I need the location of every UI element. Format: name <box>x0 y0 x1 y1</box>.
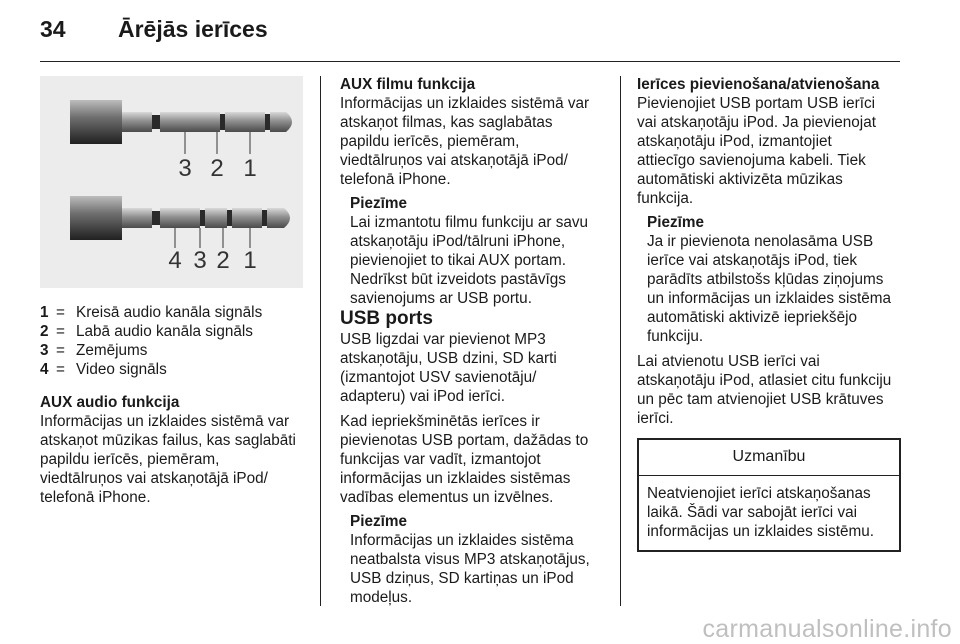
callout-bottom-1: 1 <box>243 247 257 274</box>
warning-line: Neatvienojiet ierīci atskaņošanas <box>647 485 871 502</box>
body-line: un pēc tam atvienojiet USB krātuves <box>637 391 884 408</box>
body-line: attiecīgo savienojuma kabeli. Tiek <box>637 152 866 169</box>
body-line: (izmantojot USV savienotāju/ <box>340 369 537 386</box>
aux-audio-body <box>40 412 308 507</box>
legend-text: Kreisā audio kanāla signāls <box>76 304 263 321</box>
body-line: vadības elementus un izvēlnes. <box>340 489 554 506</box>
callout-top-2: 2 <box>210 155 224 182</box>
body-line: Informācijas un izklaides sistēmā var <box>340 95 590 112</box>
note-line: neatbalsta visus MP3 atskaņotājus, <box>350 551 590 568</box>
legend-row <box>40 341 308 360</box>
legend-text: Zemējums <box>76 342 148 359</box>
body-line: vai atskaņotāju iPod. Ja pievienojat <box>637 114 876 131</box>
legend-key: 2 <box>40 323 49 340</box>
body-line: papildu ierīcēs, piemēram, <box>40 451 220 468</box>
body-line: pievienotas USB portam, dažādas to <box>340 432 589 449</box>
note-line: Informācijas un izklaides sistēma <box>350 532 574 549</box>
usb-ports-heading: USB ports <box>340 308 433 329</box>
legend-text: Labā audio kanāla signāls <box>76 323 253 340</box>
body-line: atskaņotāju, USB dzini, SD karti <box>340 350 557 367</box>
note-title: Piezīme <box>647 214 704 231</box>
body-line: automātiski aktivizēta mūzikas <box>637 171 843 188</box>
note-line: Lai izmantotu filmu funkciju ar savu <box>350 214 589 231</box>
disconnect-body <box>637 352 901 428</box>
note-line: Ja ir pievienota nenolasāma USB <box>647 233 874 250</box>
note-usb-support <box>340 512 612 607</box>
note-line: ierīce vai atskaņotājs iPod, tiek <box>647 252 858 269</box>
body-line: Informācijas un izklaides sistēmā var <box>40 413 290 430</box>
body-line: atskaņot mūzikas failus, kas saglabāti <box>40 432 296 449</box>
column-divider-1 <box>320 76 321 606</box>
callout-bottom-4: 4 <box>168 247 182 274</box>
three-pole-plug <box>70 100 292 182</box>
body-line: adapteru) vai iPod ierīci. <box>340 388 505 405</box>
body-line: viedtālruņos vai atskaņotājā iPod/ <box>340 152 568 169</box>
note-line: pievienojiet to tikai AUX portam. <box>350 252 566 269</box>
legend-key: 1 <box>40 304 49 321</box>
legend-eq: = <box>56 323 65 340</box>
body-line: ierīci. <box>637 410 674 427</box>
note-title: Piezīme <box>350 195 407 212</box>
note-line: automātiski aktivizē iepriekšējo <box>647 309 857 326</box>
connect-body <box>637 94 901 208</box>
jack-plugs-svg <box>40 76 303 288</box>
four-pole-plug <box>70 196 290 274</box>
note-line: USB dziņus, SD kartiņas un iPod <box>350 570 574 587</box>
note-line: funkciju. <box>647 328 704 345</box>
body-line: telefonā iPhone. <box>340 171 451 188</box>
column-divider-2 <box>620 76 621 606</box>
body-line: atskaņotāju iPod, atlasiet citu funkciju <box>637 372 892 389</box>
usb-control-body <box>340 412 612 507</box>
connect-heading: Ierīces pievienošana/atvienošana <box>637 76 880 93</box>
warning-title: Uzmanību <box>639 440 899 476</box>
note-aux-video <box>340 194 612 308</box>
column-3 <box>637 75 901 552</box>
note-line: savienojums ar USB portu. <box>350 290 532 307</box>
legend-eq: = <box>56 342 65 359</box>
callout-bottom-2: 2 <box>216 247 230 274</box>
page-number: 34 <box>40 16 66 42</box>
body-line: atskaņot filmas, kas saglabātas <box>340 114 553 131</box>
body-line: viedtālruņos vai atskaņotājā iPod/ <box>40 470 268 487</box>
legend-key: 4 <box>40 361 49 378</box>
aux-video-heading: AUX filmu funkcija <box>340 76 476 93</box>
warning-body <box>639 476 899 550</box>
watermark-logo: carmanualsonline.info <box>702 615 952 643</box>
body-line: telefonā iPhone. <box>40 489 151 506</box>
legend-list <box>40 303 308 379</box>
legend-row <box>40 360 308 379</box>
body-line: Pievienojiet USB portam USB ierīci <box>637 95 876 112</box>
legend-eq: = <box>56 361 65 378</box>
page-title: Ārējās ierīces <box>118 16 268 42</box>
aux-video-body <box>340 94 612 189</box>
legend-row <box>40 322 308 341</box>
jack-plug-illustration <box>40 76 303 288</box>
note-line: Nedrīkst būt izveidots pastāvīgs <box>350 271 566 288</box>
warning-line: informācijas un izklaides sistēmu. <box>647 523 874 540</box>
callout-top-1: 1 <box>243 155 257 182</box>
legend-key: 3 <box>40 342 49 359</box>
body-line: atskaņotāju iPod, izmantojiet <box>637 133 832 150</box>
body-line: USB ligzdai var pievienot MP3 <box>340 331 546 348</box>
warning-line: laikā. Šādi var sabojāt ierīci vai <box>647 504 858 521</box>
callout-bottom-3: 3 <box>193 247 207 274</box>
column-1 <box>40 303 308 507</box>
body-line: funkcijas var vadīt, izmantojot <box>340 451 541 468</box>
note-line: un informācijas un izklaides sistēma <box>647 290 892 307</box>
note-title: Piezīme <box>350 513 407 530</box>
callout-top-3: 3 <box>178 155 192 182</box>
note-line: atskaņotāju iPod/tālruni iPhone, <box>350 233 566 250</box>
body-line: Kad iepriekšminētās ierīces ir <box>340 413 540 430</box>
note-line: parādīts atbilstošs kļūdas ziņojums <box>647 271 884 288</box>
usb-intro-body <box>340 330 612 406</box>
note-line: modeļus. <box>350 589 413 606</box>
legend-eq: = <box>56 304 65 321</box>
body-line: informācijas un izklaides sistēmas <box>340 470 571 487</box>
body-line: funkcija. <box>637 190 694 207</box>
legend-text: Video signāls <box>76 361 167 378</box>
column-2 <box>340 75 612 607</box>
aux-audio-heading: AUX audio funkcija <box>40 394 180 411</box>
warning-box <box>637 438 901 552</box>
note-unreadable-device <box>637 213 901 346</box>
legend-row <box>40 303 308 322</box>
header-divider <box>40 61 900 62</box>
body-line: papildu ierīcēs, piemēram, <box>340 133 520 150</box>
body-line: Lai atvienotu USB ierīci vai <box>637 353 820 370</box>
